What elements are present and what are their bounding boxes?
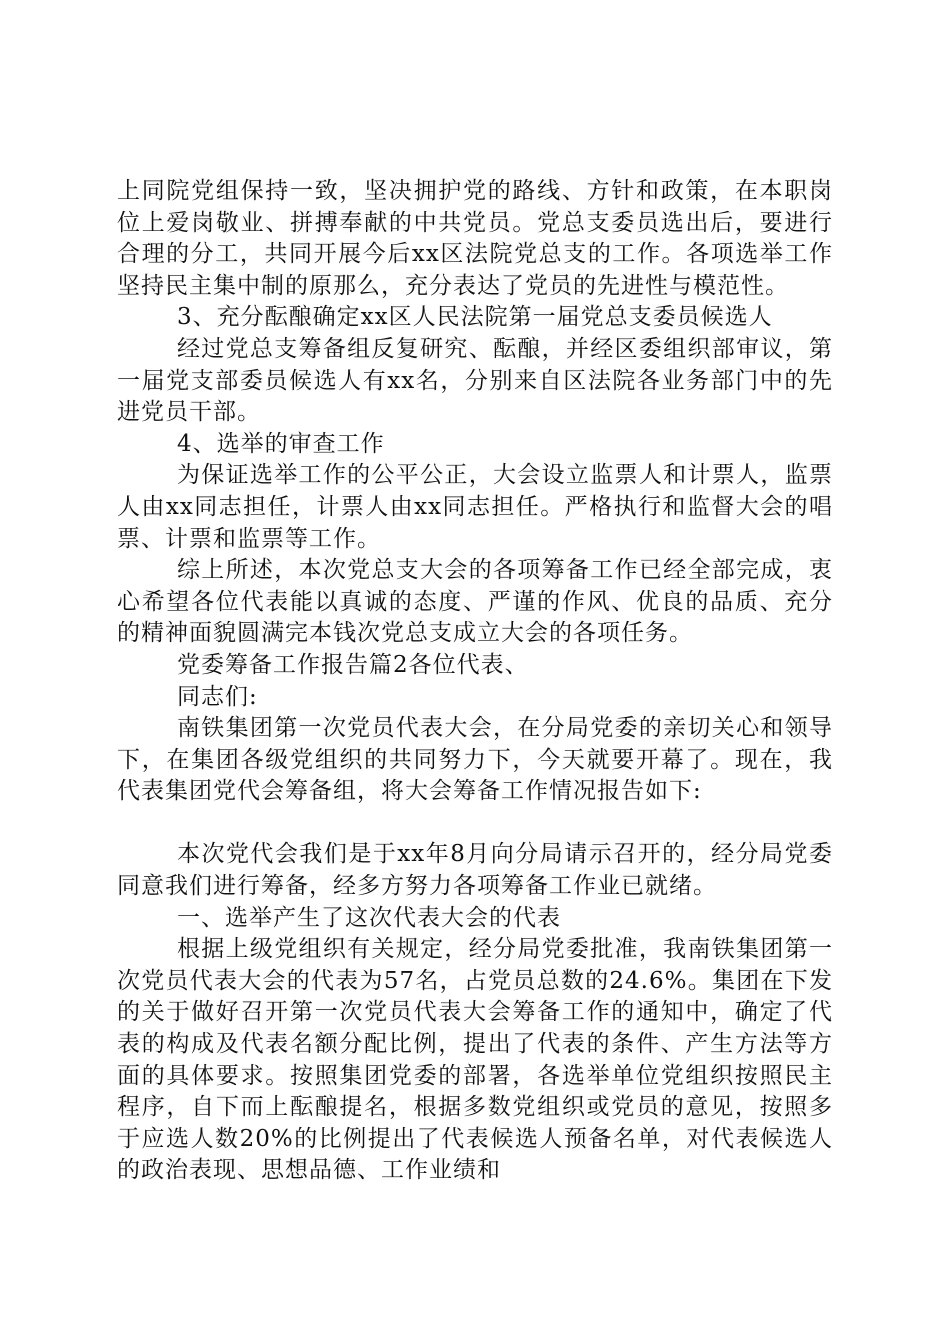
section-heading-3: 3、充分酝酿确定xx区人民法院第一届党总支委员候选人 [177,304,773,331]
paragraph: 经过党总支筹备组反复研究、酝酿，并经区委组织部审议，第一届党支部委员候选人有xx名，分别来自区法院各业务部门中的先进党员干部。 [117,335,833,426]
paragraph: 本次党代会我们是于xx年8月向分局请示召开的，经分局党委同意我们进行筹备，经多方努力各项筹备工作业已就绪。 [117,841,833,900]
paragraph-continuation: 上同院党组保持一致，坚决拥护党的路线、方针和政策，在本职岗位上爱岗敬业、拼搏奉献的中共党员。党总支委员选出后，要进行合理的分工，共同开展今后xx区法院党总支的工作。各项选举工作坚持民主集中制的原那么，充分表达了党员的先进性与模范性。 [117,178,833,299]
section-heading-1: 一、选举产生了这次代表大会的代表 [177,904,561,931]
paragraph: 根据上级党组织有关规定，经分局党委批准，我南铁集团第一次党员代表大会的代表为57名，占党员总数的24.6%。集团在下发的关于做好召开第一次党员代表大会筹备工作的通知中，确定了代表的构成及代表名额分配比例，提出了代表的条件、产生方法等方面的具体要求。按照集团党委的部署，各选举单位党组织按照民主程序，自下而上酝酿提名，根据多数党组织或党员的意见，按照多于应选人数20%的比例提出了代表候选人预备名单，对代表候选人的政治表现、思想品德、工作业绩和 [117,936,833,1184]
report-title-line: 党委筹备工作报告篇2各位代表、 [177,651,529,678]
paragraph: 南铁集团第一次党员代表大会，在分局党委的亲切关心和领导下，在集团各级党组织的共同努力下，今天就要开幕了。现在，我代表集团党代会筹备组，将大会筹备工作情况报告如下: [117,715,833,805]
salutation: 同志们: [177,683,258,710]
section-heading-4: 4、选举的审查工作 [177,430,385,457]
document-body [117,176,833,1187]
paragraph-summary: 综上所述，本次党总支大会的各项筹备工作已经全部完成，衷心希望各位代表能以真诚的态度、严谨的作风、优良的品质、充分的精神面貌圆满完本钱次党总支成立大会的各项任务。 [117,557,833,647]
paragraph: 为保证选举工作的公平公正，大会设立监票人和计票人，监票人由xx同志担任，计票人由xx同志担任。严格执行和监督大会的唱票、计票和监票等工作。 [117,462,833,552]
blank-line [117,808,833,840]
